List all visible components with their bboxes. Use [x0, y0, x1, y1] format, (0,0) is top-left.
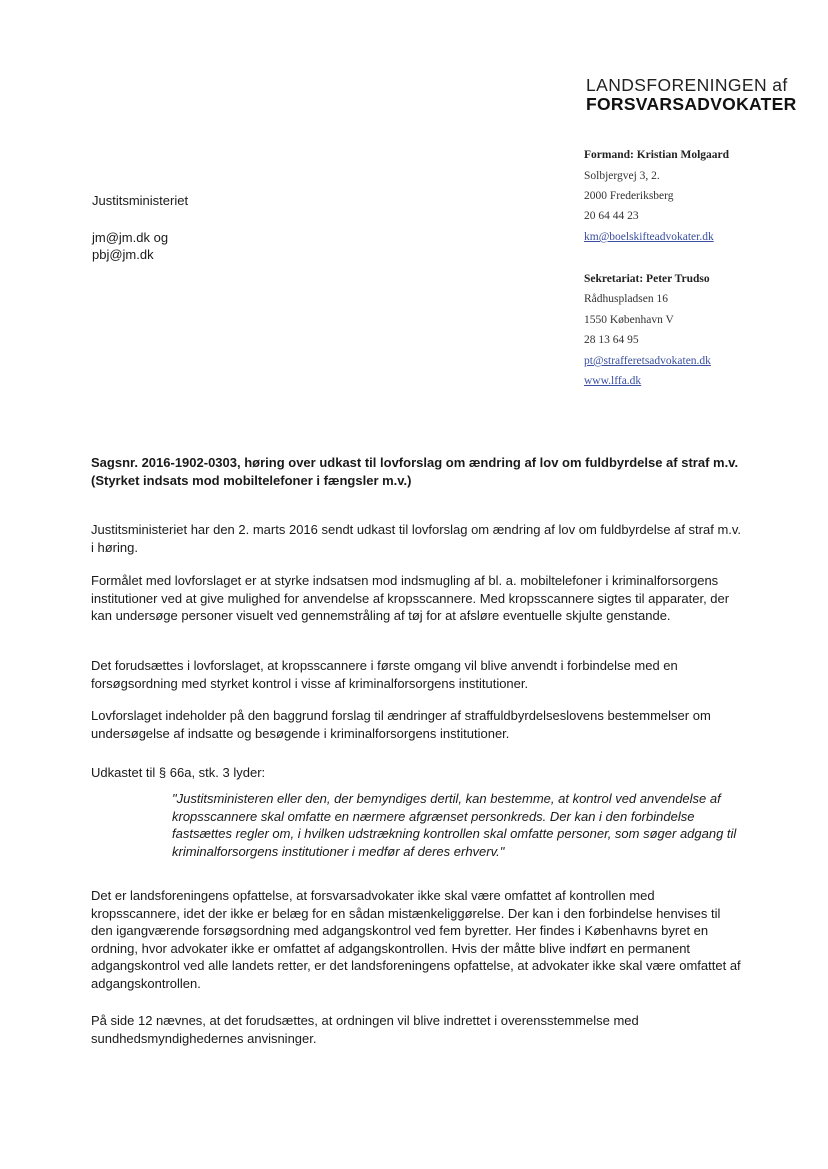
paragraph-4: Lovforslaget indeholder på den baggrund forslag til ændringer af straffuldbyrdelseslovens bestemmelser om undersøgelse af indsatte og besøgende i kriminalforsorgens institutioner. — [91, 708, 711, 741]
paragraph-6: Det er landsforeningens opfattelse, at forsvarsadvokater ikke skal være omfattet af kontrollen med kropsscannere, idet der ikke er belæg for en sådan mistænkeliggørelse. Der kan i den forbindelse henvises til den igangværende forsøgsordning med adgangskontrol ved fem byretter. Her findes i Københavns byret en ordning, hvor advokater ikke er omfattet af adgangskontrollen. Hvis der måtte blive indført en permanent adgangskontrol ved alle landets retter, er det landsforeningens opfattelse, at advokater ikke skal være omfattet af adgangskontrollen. — [91, 888, 741, 991]
paragraph-5-quote-intro: Udkastet til § 66a, stk. 3 lyder: — [91, 765, 266, 780]
website-link[interactable]: www.lffa.dk — [584, 375, 642, 387]
paragraph-7: På side 12 nævnes, at det forudsættes, at ordningen vil blive indrettet i overensstemmelse med sundhedsmyndighedernes anvisninger. — [91, 1013, 639, 1046]
chairman-phone: 20 64 44 23 — [584, 210, 639, 222]
secretariat-street: Rådhuspladsen 16 — [584, 293, 669, 305]
chairman-city: 2000 Frederiksberg — [584, 190, 674, 202]
secretariat-phone: 28 13 64 95 — [584, 334, 639, 346]
secretariat-email-link[interactable]: pt@strafferetsadvokaten.dk — [584, 355, 711, 367]
logo-line-2: FORSVARSADVOKATER — [586, 94, 797, 114]
paragraph-2: Formålet med lovforslaget er at styrke indsatsen mod indsmugling af bl. a. mobiltelefoner i kriminalforsorgens institutioner ved at give mulighed for anvendelse af kropsscannere. Med kropsscannere sigtes til apparater, der kan undersøge personer visuelt ved gennemstråling af tøj for at afsløre eventuelle skjulte genstande. — [91, 573, 730, 623]
paragraph-3: Det forudsættes i lovforslaget, at kropsscannere i første omgang vil blive anvendt i forbindelse med en forsøgsordning med styrket kontrol i visse af kriminalforsorgens institutioner. — [91, 658, 678, 691]
chairman-email-link[interactable]: km@boelskifteadvokater.dk — [584, 231, 714, 243]
secretariat-city: 1550 København V — [584, 314, 674, 326]
logo-line-1: LANDSFORENINGEN af — [586, 75, 788, 95]
recipient-email-1[interactable]: jm@jm.dk og — [92, 230, 169, 245]
recipient-name: Justitsministeriet — [92, 193, 189, 208]
secretariat-title: Sekretariat: Peter Trudso — [584, 273, 710, 285]
quoted-provision: "Justitsministeren eller den, der bemyndiges dertil, kan bestemme, at kontrol ved anvendelse af kropsscannere skal omfatte en nærmere afgrænset personkreds. Der kan i den forbindelse fastsættes regler om, i hvilken udstrækning kontrollen skal omfatte personer, som søger adgang til kriminalforsorgens institutioner i medfør af deres erhverv." — [172, 791, 737, 859]
chairman-street: Solbjergvej 3, 2. — [584, 170, 660, 182]
chairman-title: Formand: Kristian Molgaard — [584, 149, 730, 161]
recipient-email-2[interactable]: pbj@jm.dk — [92, 247, 154, 262]
subject-heading: Sagsnr. 2016-1902-0303, høring over udkast til lovforslag om ændring af lov om fuldbyrdelse af straf m.v. (Styrket indsats mod mobiltelefoner i fængsler m.v.) — [91, 455, 739, 488]
organization-logo — [586, 76, 797, 114]
paragraph-1: Justitsministeriet har den 2. marts 2016 sendt udkast til lovforslag om ændring af lov om fuldbyrdelse af straf m.v. i høring. — [91, 522, 742, 555]
